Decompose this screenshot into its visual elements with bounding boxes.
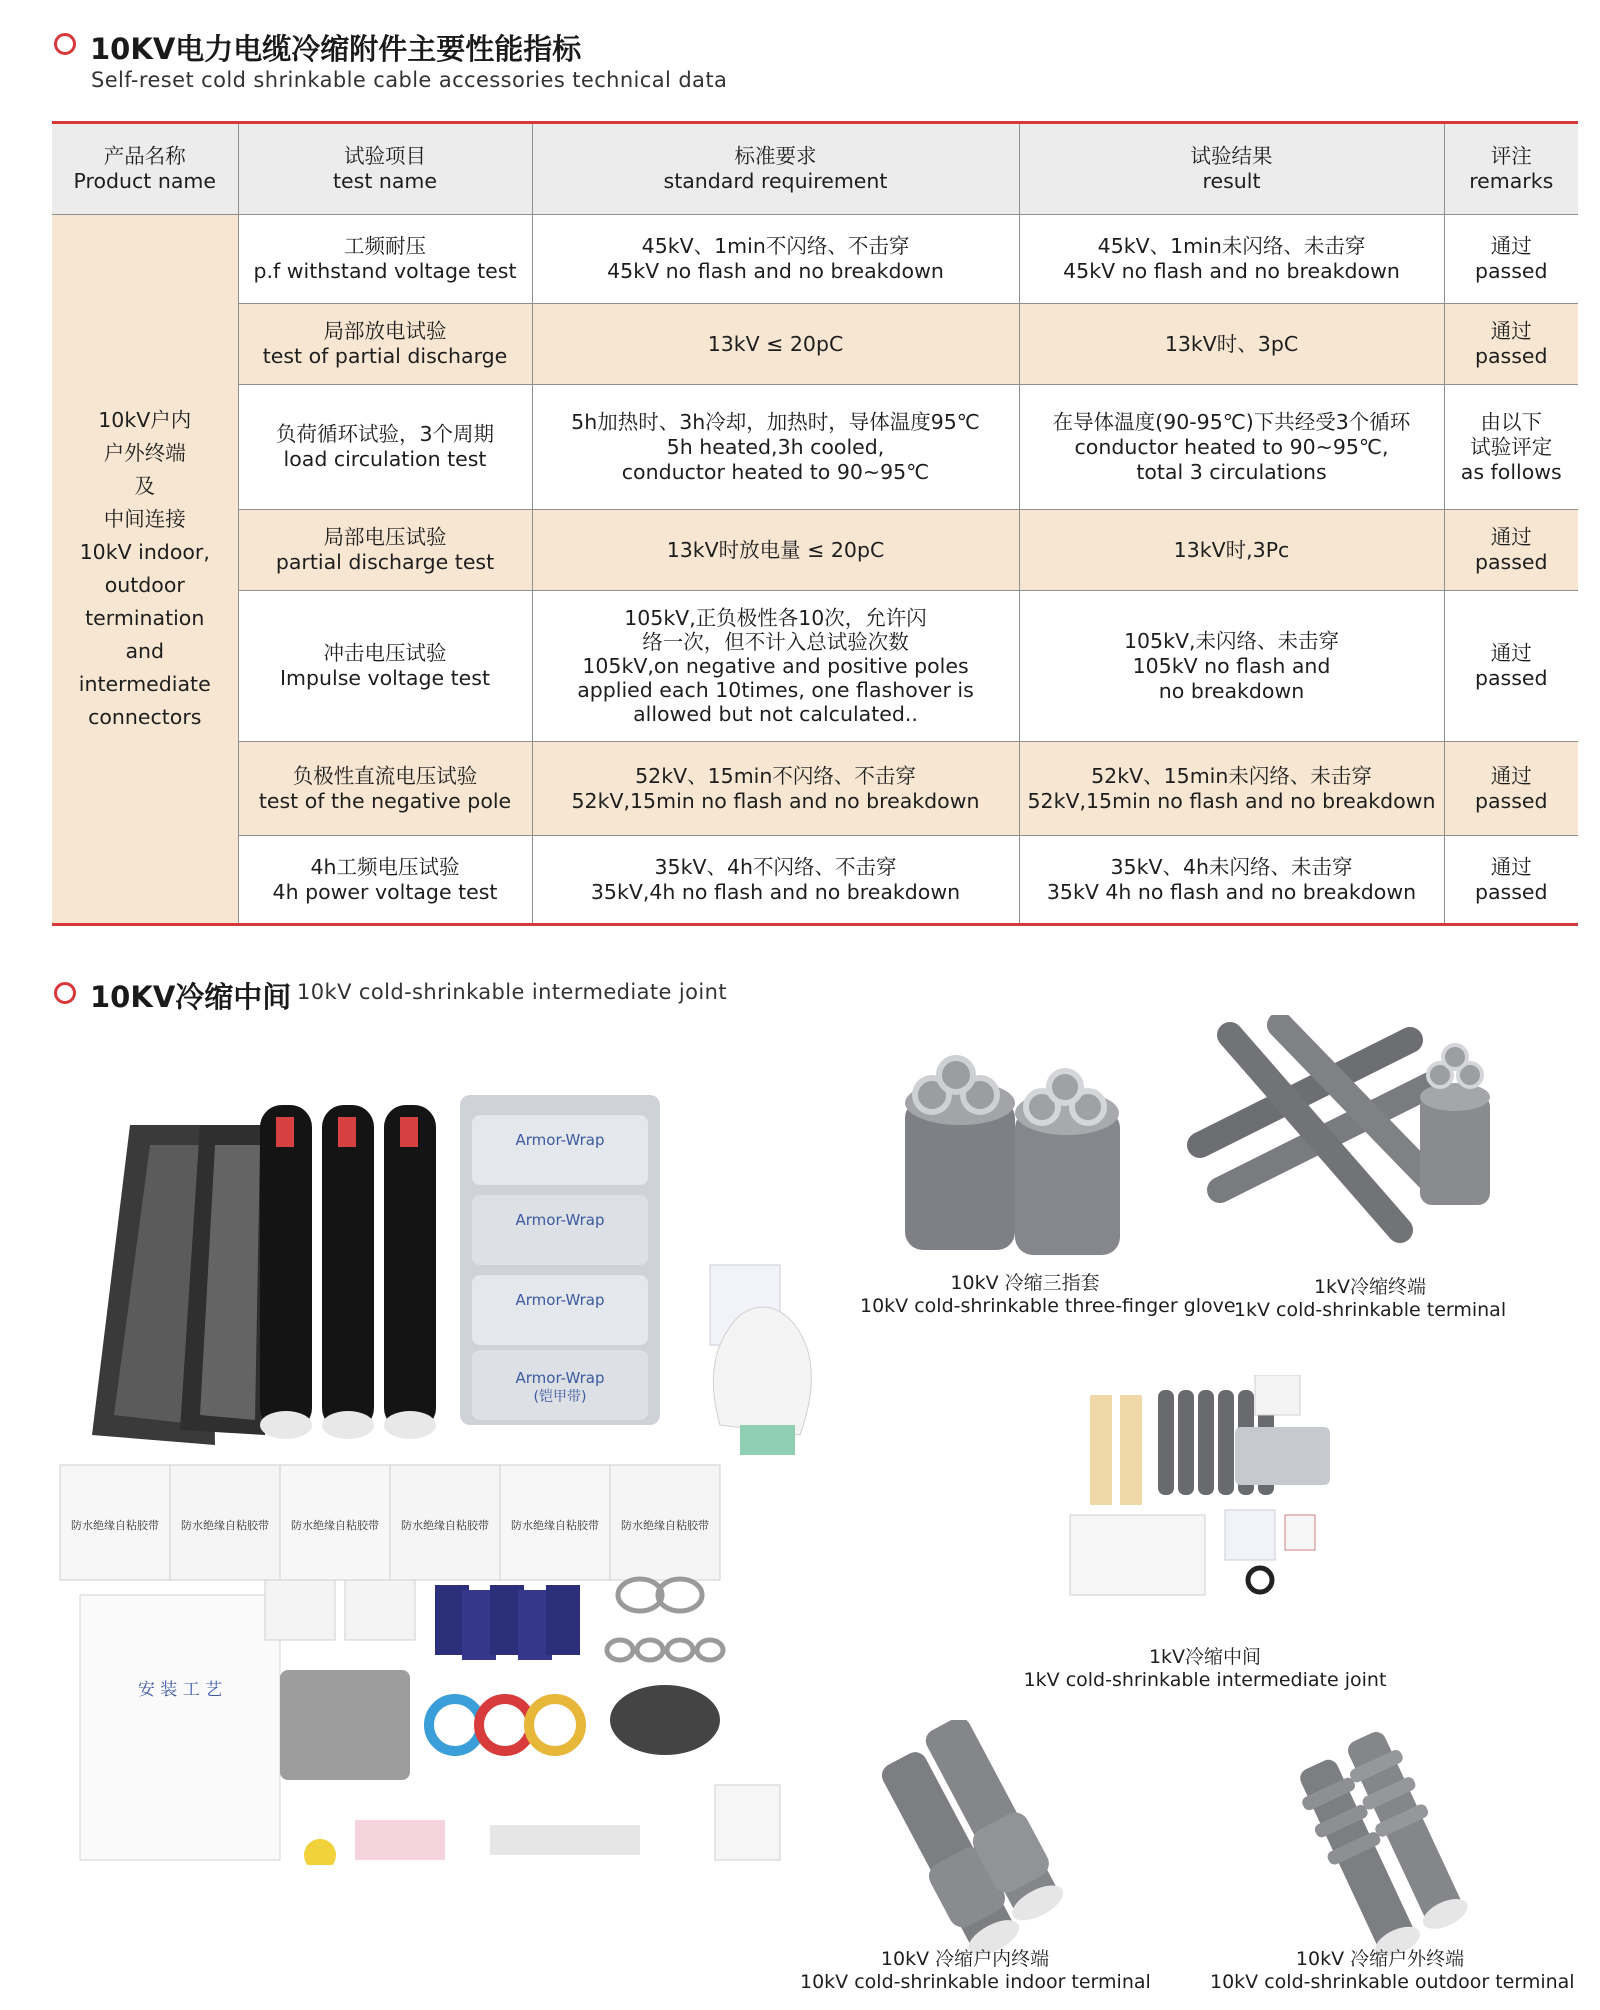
section-title: 10KV电力电缆冷缩附件主要性能指标 (90, 32, 582, 66)
svg-text:防水绝缘自粘胶带: 防水绝缘自粘胶带 (71, 1519, 159, 1532)
performance-table (52, 121, 1578, 926)
header-result: 试验结果 result (1019, 123, 1444, 215)
table-row (52, 385, 1578, 510)
result-cell: 在导体温度(90-95℃)下共经受3个循环 conductor heated to 90~95℃, total 3 circulations (1019, 385, 1444, 510)
header-standard: 标准要求 standard requirement (532, 123, 1019, 215)
test-cell: 负荷循环试验，3个周期 load circulation test (238, 385, 532, 510)
silicone-grease-icon (490, 1825, 640, 1855)
svg-text:安 装 工 艺: 安 装 工 艺 (137, 1680, 223, 1700)
svg-text:防水绝缘自粘胶带: 防水绝缘自粘胶带 (181, 1519, 269, 1532)
svg-text:(铠甲带): (铠甲带) (533, 1389, 587, 1405)
section-bullet-icon (54, 33, 76, 55)
copper-mesh-icon (280, 1670, 410, 1780)
tape-box-icon (60, 1465, 720, 1580)
glove-icon (713, 1307, 811, 1455)
svg-text:防水绝缘自粘胶带: 防水绝缘自粘胶带 (621, 1519, 709, 1532)
standard-cell: 13kV ≤ 20pC (532, 304, 1019, 385)
test-cell: 负极性直流电压试验 test of the negative pole (238, 742, 532, 836)
remark-cell: 通过 passed (1444, 591, 1578, 742)
cleaning-packet-icon (435, 1585, 580, 1660)
table-header-row (52, 123, 1578, 215)
header-test: 试验项目 test name (238, 123, 532, 215)
section-subtitle: 10kV cold-shrinkable intermediate joint (297, 980, 727, 1004)
svg-text:Armor-Wrap: Armor-Wrap (515, 1211, 605, 1229)
product-caption: 10kV 冷缩户外终端 10kV cold-shrinkable outdoor terminal (1210, 1948, 1575, 1993)
remark-cell: 通过 passed (1444, 304, 1578, 385)
remark-cell: 通过 passed (1444, 836, 1578, 925)
intermediate-joint-1kv-photo (1060, 1375, 1360, 1610)
foil-bag-icon (92, 1125, 270, 1445)
table-row (52, 510, 1578, 591)
standard-cell: 105kV,正负极性各10次，允许闪 络一次，但不计入总试验次数 105kV,on negative and positive poles applied each 10times, one flashover is allowed but not calculated.. (532, 591, 1019, 742)
section-title: 10KV冷缩中间 (90, 980, 292, 1014)
header-remarks: 评注 remarks (1444, 123, 1578, 215)
table-row (52, 215, 1578, 304)
test-cell: 局部放电试验 test of partial discharge (238, 304, 532, 385)
intermediate-joint-kit-photo (50, 1085, 860, 1865)
product-caption: 10kV 冷缩户内终端 10kV cold-shrinkable indoor terminal (800, 1948, 1151, 1993)
table-row (52, 836, 1578, 925)
outdoor-terminal-10kv-photo (1265, 1730, 1495, 1960)
remark-cell: 通过 passed (1444, 215, 1578, 304)
armor-wrap-icon (460, 1095, 660, 1425)
svg-text:防水绝缘自粘胶带: 防水绝缘自粘胶带 (401, 1519, 489, 1532)
insulation-tape-icon (429, 1699, 581, 1751)
test-cell: 4h工频电压试验 4h power voltage test (238, 836, 532, 925)
header-product: 产品名称 Product name (52, 123, 238, 215)
result-cell: 105kV,未闪络、未击穿 105kV no flash and no breakdown (1019, 591, 1444, 742)
installation-manual-icon (80, 1595, 280, 1860)
result-cell: 45kV、1min未闪络、未击穿 45kV no flash and no breakdown (1019, 215, 1444, 304)
tape-measure-icon (304, 1839, 336, 1865)
indoor-terminal-10kv-photo (850, 1720, 1080, 1960)
section-subtitle: Self-reset cold shrinkable cable accessories technical data (91, 68, 728, 92)
svg-text:Armor-Wrap: Armor-Wrap (515, 1291, 605, 1309)
table-row (52, 742, 1578, 836)
constant-force-spring-icon (607, 1579, 723, 1660)
standard-cell: 5h加热时、3h冷却，加热时，导体温度95℃ 5h heated,3h cooled, conductor heated to 90~95℃ (532, 385, 1019, 510)
section-bullet-icon (54, 982, 76, 1004)
product-caption: 1kV冷缩中间 1kV cold-shrinkable intermediate joint (1023, 1646, 1387, 1691)
standard-cell: 35kV、4h不闪络、不击穿 35kV,4h no flash and no breakdown (532, 836, 1019, 925)
test-cell: 局部电压试验 partial discharge test (238, 510, 532, 591)
remark-cell: 通过 passed (1444, 510, 1578, 591)
standard-cell: 52kV、15min不闪络、不击穿 52kV,15min no flash and no breakdown (532, 742, 1019, 836)
result-cell: 13kV时、3pC (1019, 304, 1444, 385)
small-box-icon (265, 1580, 335, 1640)
table-row (52, 591, 1578, 742)
svg-text:Armor-Wrap: Armor-Wrap (515, 1131, 605, 1149)
test-cell: 冲击电压试验 Impulse voltage test (238, 591, 532, 742)
terminal-1kv-photo (1160, 1015, 1500, 1260)
result-cell: 13kV时,3Pc (1019, 510, 1444, 591)
remark-cell: 通过 passed (1444, 742, 1578, 836)
remark-cell: 由以下 试验评定 as follows (1444, 385, 1578, 510)
label-packet-icon (355, 1820, 445, 1860)
table-row (52, 304, 1578, 385)
standard-cell: 13kV时放电量 ≤ 20pC (532, 510, 1019, 591)
grounding-braid-icon (610, 1685, 720, 1755)
small-box-icon (345, 1580, 415, 1640)
svg-text:防水绝缘自粘胶带: 防水绝缘自粘胶带 (511, 1519, 599, 1532)
three-finger-glove-photo (890, 1055, 1130, 1270)
cold-shrink-tube-icon (260, 1105, 436, 1439)
product-name-cell: 10kV户内 户外终端 及 中间连接 10kV indoor, outdoor termination and intermediate connectors (52, 215, 238, 925)
svg-text:防水绝缘自粘胶带: 防水绝缘自粘胶带 (291, 1519, 379, 1532)
test-cell: 工频耐压 p.f withstand voltage test (238, 215, 532, 304)
result-cell: 35kV、4h未闪络、未击穿 35kV 4h no flash and no breakdown (1019, 836, 1444, 925)
product-caption: 10kV 冷缩三指套 10kV cold-shrinkable three-finger glove (860, 1272, 1236, 1317)
svg-text:Armor-Wrap: Armor-Wrap (515, 1369, 605, 1387)
certificate-icon (715, 1785, 780, 1860)
result-cell: 52kV、15min未闪络、未击穿 52kV,15min no flash and no breakdown (1019, 742, 1444, 836)
standard-cell: 45kV、1min不闪络、不击穿 45kV no flash and no breakdown (532, 215, 1019, 304)
product-caption: 1kV冷缩终端 1kV cold-shrinkable terminal (1233, 1276, 1507, 1321)
